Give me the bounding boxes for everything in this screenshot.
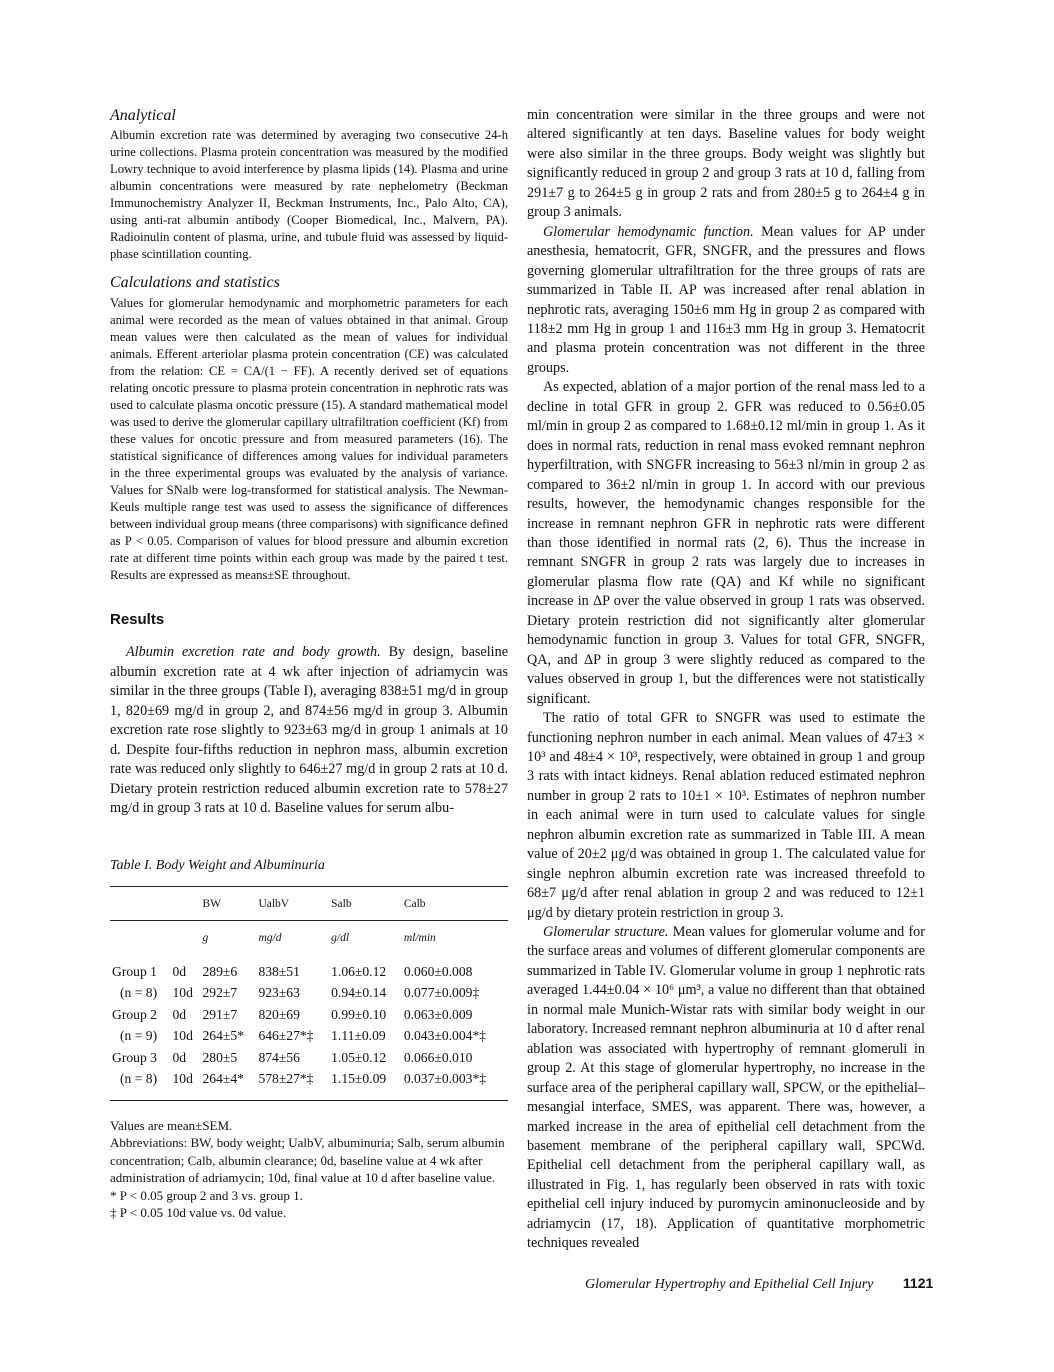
table-cell: 0.077±0.009‡	[403, 985, 480, 1001]
table-cell: 0.060±0.008	[403, 963, 473, 979]
table-cell: 0d	[172, 1006, 187, 1022]
table-cell: 1.11±0.09	[331, 1028, 386, 1044]
table-cell: (n = 8)	[120, 1071, 158, 1087]
table-cell: 264±4*	[202, 1071, 244, 1087]
table-cell: 264±5*	[202, 1028, 244, 1044]
paragraph: min concentration were similar in the three groups and were not altered significantly at ten days. Baseline values for body weight were also similar in the three groups. Body weight was slightly but significantly reduced in group 2 and group 3 rats at 10 d, falling from 291±7 g to 264±5 g in group 2 rats and from 280±5 g to 264±4 g in group 3 animals.	[527, 107, 925, 221]
table-cell: 291±7	[202, 1006, 238, 1022]
unit: ml/min	[403, 932, 436, 945]
paragraph-text: Mean values for AP under anesthesia, hematocrit, GFR, SNGFR, and the pressures and flows governing glomerular ultrafiltration for the three groups of rats are summarized in Table II. AP was increased after renal ablation in nephrotic rats, averaging 150±6 mm Hg in group 2 as compared with 118±2 mm Hg in group 1 and 116±3 mm Hg in group 3. Hematocrit and plasma protein concentration was not different in the three groups.	[527, 223, 925, 376]
paragraph: As expected, ablation of a major portion of the renal mass led to a decline in total GFR in group 2. GFR was reduced to 0.56±0.05 ml/min in group 2 as compared to 1.68±0.12 ml/min in group 1. As it does in normal rats, reduction in renal mass evoked remnant nephron hyperfiltration, with SNGFR increasing to 56±3 nl/min in group 2 as compared to 36±2 nl/min in group 1. In accord with our previous results, however, the hemodynamic changes responsible for the increase in remnant nephron GFR in nephrotic rats were different than those identified in normal rats (2, 6). Thus the increase in remnant SNGFR in group 2 rats was largely due to increases in glomerular plasma flow rate (QA) and Kf while no significant increase in ΔP over the value observed in group 1 rats was observed. Dietary protein restriction did not significantly alter glomerular hemodynamic function in group 3. Values for total GFR, SNGFR, QA, and ΔP in group 3 were slightly reduced as compared to the values observed in group 1, but the differences were not statistically significant.	[527, 379, 925, 707]
table-cell: Group 1	[112, 963, 157, 979]
table-header-row	[110, 887, 508, 921]
table-cell: 1.05±0.12	[331, 1049, 387, 1065]
table-header: Calb	[402, 887, 508, 921]
paragraph	[527, 923, 925, 1254]
run-in-heading: Albumin excretion rate and body growth.	[126, 644, 381, 661]
run-in-heading: Glomerular hemodynamic function.	[543, 223, 754, 240]
table-cell: 0.037±0.003*‡	[403, 1071, 487, 1087]
table-cell: 0d	[172, 963, 187, 979]
table-note: * P < 0.05 group 2 and 3 vs. group 1.	[110, 1187, 303, 1203]
running-footer	[585, 1275, 933, 1293]
unit	[110, 921, 170, 961]
table-cell: 646±27*‡	[258, 1028, 314, 1044]
table-row	[110, 961, 508, 982]
table-caption: Table I. Body Weight and Albuminuria	[110, 858, 325, 874]
table-cell: 0.94±0.14	[331, 985, 387, 1001]
results-heading: Results	[110, 610, 165, 628]
table-cell: 10d	[172, 1071, 193, 1087]
table-units-row	[110, 921, 508, 961]
table-row	[110, 1068, 508, 1089]
calculations-heading: Calculations and statistics	[110, 274, 280, 292]
paragraph-text: Mean values for glomerular volume and for the surface areas and volumes of different glomerular components are summarized in Table IV. Glomerular volume in group 1 nephrotic rats averaged 1.44±0.04 × 10⁶ μm³, a value no different than that obtained in normal male Munich-Wistar rats with similar body weight in our laboratory. Increased remnant nephron albuminuria at 10 d after renal ablation was associated with hypertrophy of remnant glomeruli in group 2. At this stage of glomerular hypertrophy, no increase in the surface area of the peripheral capillary wall, SPCW, or the epithelial–mesangial interface, SMES, was apparent. There was, however, a marked increase in the area of epithelial cell detachment from the basement membrane of the peripheral capillary wall, SPCWd. Epithelial cell detachment from the peripheral capillary wall, as illustrated in Fig. 1, has regularly been observed in rats with toxic epithelial cell injury induced by puromycin aminonucleoside and by adriamycin (17, 18). Application of quantitative morphometric techniques revealed	[527, 924, 926, 1252]
table-cell: Group 2	[112, 1006, 157, 1022]
table-row	[110, 1047, 508, 1068]
table-cell: 1.15±0.09	[331, 1071, 387, 1087]
paragraph: The ratio of total GFR to SNGFR was used to estimate the functioning nephron number in each animal. Mean values of 47±3 × 10³ and 48±4 × 10³, respectively, were obtained in group 1 and group 3 rats with intact kidneys. Renal ablation reduced estimated nephron number in group 2 rats to 10±1 × 10³. Estimates of nephron number in each animal were in turn used to calculate values for single nephron albumin excretion rate as summarized in Table III. A mean value of 20±2 μg/d was obtained in group 1. The calculated value for single nephron albumin excretion rate was increased threefold to 68±7 μg/d after renal ablation in group 2 and was reduced to 12±1 μg/d by dietary protein restriction in group 3.	[527, 710, 925, 921]
table-row	[110, 1004, 508, 1025]
table-cell: (n = 8)	[120, 985, 158, 1001]
table-cell: 0.99±0.10	[331, 1006, 387, 1022]
table-cell: 0.043±0.004*‡	[403, 1028, 487, 1044]
analytical-heading: Analytical	[110, 107, 176, 124]
table-cell: 10d	[172, 1028, 193, 1044]
table-note: Abbreviations: BW, body weight; UalbV, albuminuria; Salb, serum albumin concentration; Calb, albumin clearance; 0d, baseline value at 4 wk after administration of adriamycin; 10d, final value at 10 d after baseline value.	[110, 1135, 505, 1186]
table-header: BW	[200, 887, 256, 921]
unit: g/dl	[331, 932, 350, 945]
paragraph	[527, 223, 925, 379]
table-note: Values are mean±SEM.	[110, 1117, 233, 1133]
table-cell: 0d	[172, 1049, 187, 1065]
left-column	[110, 106, 508, 1222]
page-number: 1121	[902, 1275, 934, 1291]
table-header	[170, 887, 200, 921]
unit: mg/d	[258, 932, 282, 945]
table-body-weight-albuminuria	[110, 886, 508, 1101]
table-notes	[110, 1117, 508, 1222]
calculations-text: Values for glomerular hemodynamic and morphometric parameters for each animal were recorded as the mean of values obtained in that animal. Group mean values were then calculated as the mean of values for individual animals. Efferent arteriolar plasma protein concentration (CE) was calculated from the relation: CE = CA/(1 − FF). A recently derived set of equations relating oncotic pressure to plasma protein concentration in nephrotic rats was used to calculate plasma oncotic pressure (15). A standard mathematical model was used to derive the glomerular capillary ultrafiltration coefficient (Kf) from these values for oncotic pressure and from measured parameters (16). The statistical significance of differences among values for individual parameters in the three experimental groups was evaluated by the analysis of variance. Values for SNalb were log-transformed for statistical analysis. The Newman-Keuls multiple range test was used to assess the significance of differences between individual group means (three comparisons) with significance defined as P < 0.05. Comparison of values for blood pressure and albumin excretion rate at different time points within each group was made by the paired t test. Results are expressed as means±SE throughout.	[110, 295, 508, 582]
unit	[170, 921, 200, 961]
table-cell: 838±51	[258, 963, 300, 979]
table-cell: Group 3	[112, 1049, 157, 1065]
table-cell: 289±6	[202, 963, 238, 979]
table-cell: 923±63	[258, 985, 300, 1001]
table-header	[110, 887, 170, 921]
table-cell: 0.066±0.010	[403, 1049, 473, 1065]
table-cell: 820±69	[258, 1006, 300, 1022]
table-cell: 280±5	[202, 1049, 238, 1065]
table-row	[110, 1025, 508, 1046]
table-header: Salb	[329, 887, 402, 921]
table-cell: (n = 9)	[120, 1028, 158, 1044]
table-cell: 1.06±0.12	[331, 963, 387, 979]
table-header: UalbV	[256, 887, 329, 921]
footer-title: Glomerular Hypertrophy and Epithelial Cell Injury	[585, 1277, 874, 1292]
results-text: By design, baseline albumin excretion rate at 4 wk after injection of adriamycin was similar in the three groups (Table I), averaging 838±51 mg/d in group 1, 820±69 mg/d in group 2, and 874±56 mg/d in group 3. Albumin excretion rate rose slightly to 923±63 mg/d in group 1 animals at 10 d. Despite four-fifths reduction in nephron mass, albumin excretion rate was reduced only slightly to 646±27 mg/d in group 2 rats at 10 d. Dietary protein restriction reduced albumin excretion rate to 578±27 mg/d in group 3 rats at 10 d. Baseline values for serum albu-	[110, 644, 508, 816]
right-column	[527, 106, 925, 1254]
table-note: ‡ P < 0.05 10d value vs. 0d value.	[110, 1205, 287, 1221]
table-row	[110, 982, 508, 1003]
table-cell: 292±7	[202, 985, 238, 1001]
table-cell: 874±56	[258, 1049, 300, 1065]
run-in-heading: Glomerular structure.	[543, 924, 669, 941]
unit: g	[202, 932, 209, 945]
table-cell: 578±27*‡	[258, 1071, 314, 1087]
table-cell: 0.063±0.009	[403, 1006, 473, 1022]
analytical-text: Albumin excretion rate was determined by averaging two consecutive 24-h urine collections. Plasma protein concentration was measured by the modified Lowry technique to avoid interference by plasma lipids (14). Plasma and urine albumin concentrations were measured by rate nephelometry (Beckman Immunochemistry Analyzer II, Beckman Instruments, Inc., Palo Alto, CA), using anti-rat albumin antibody (Cooper Biomedical, Inc., Malvern, PA). Radioinulin content of plasma, urine, and tubule fluid was assessed by liquid-phase scintillation counting.	[110, 128, 508, 262]
results-paragraph	[110, 643, 508, 818]
table-cell: 10d	[172, 985, 193, 1001]
